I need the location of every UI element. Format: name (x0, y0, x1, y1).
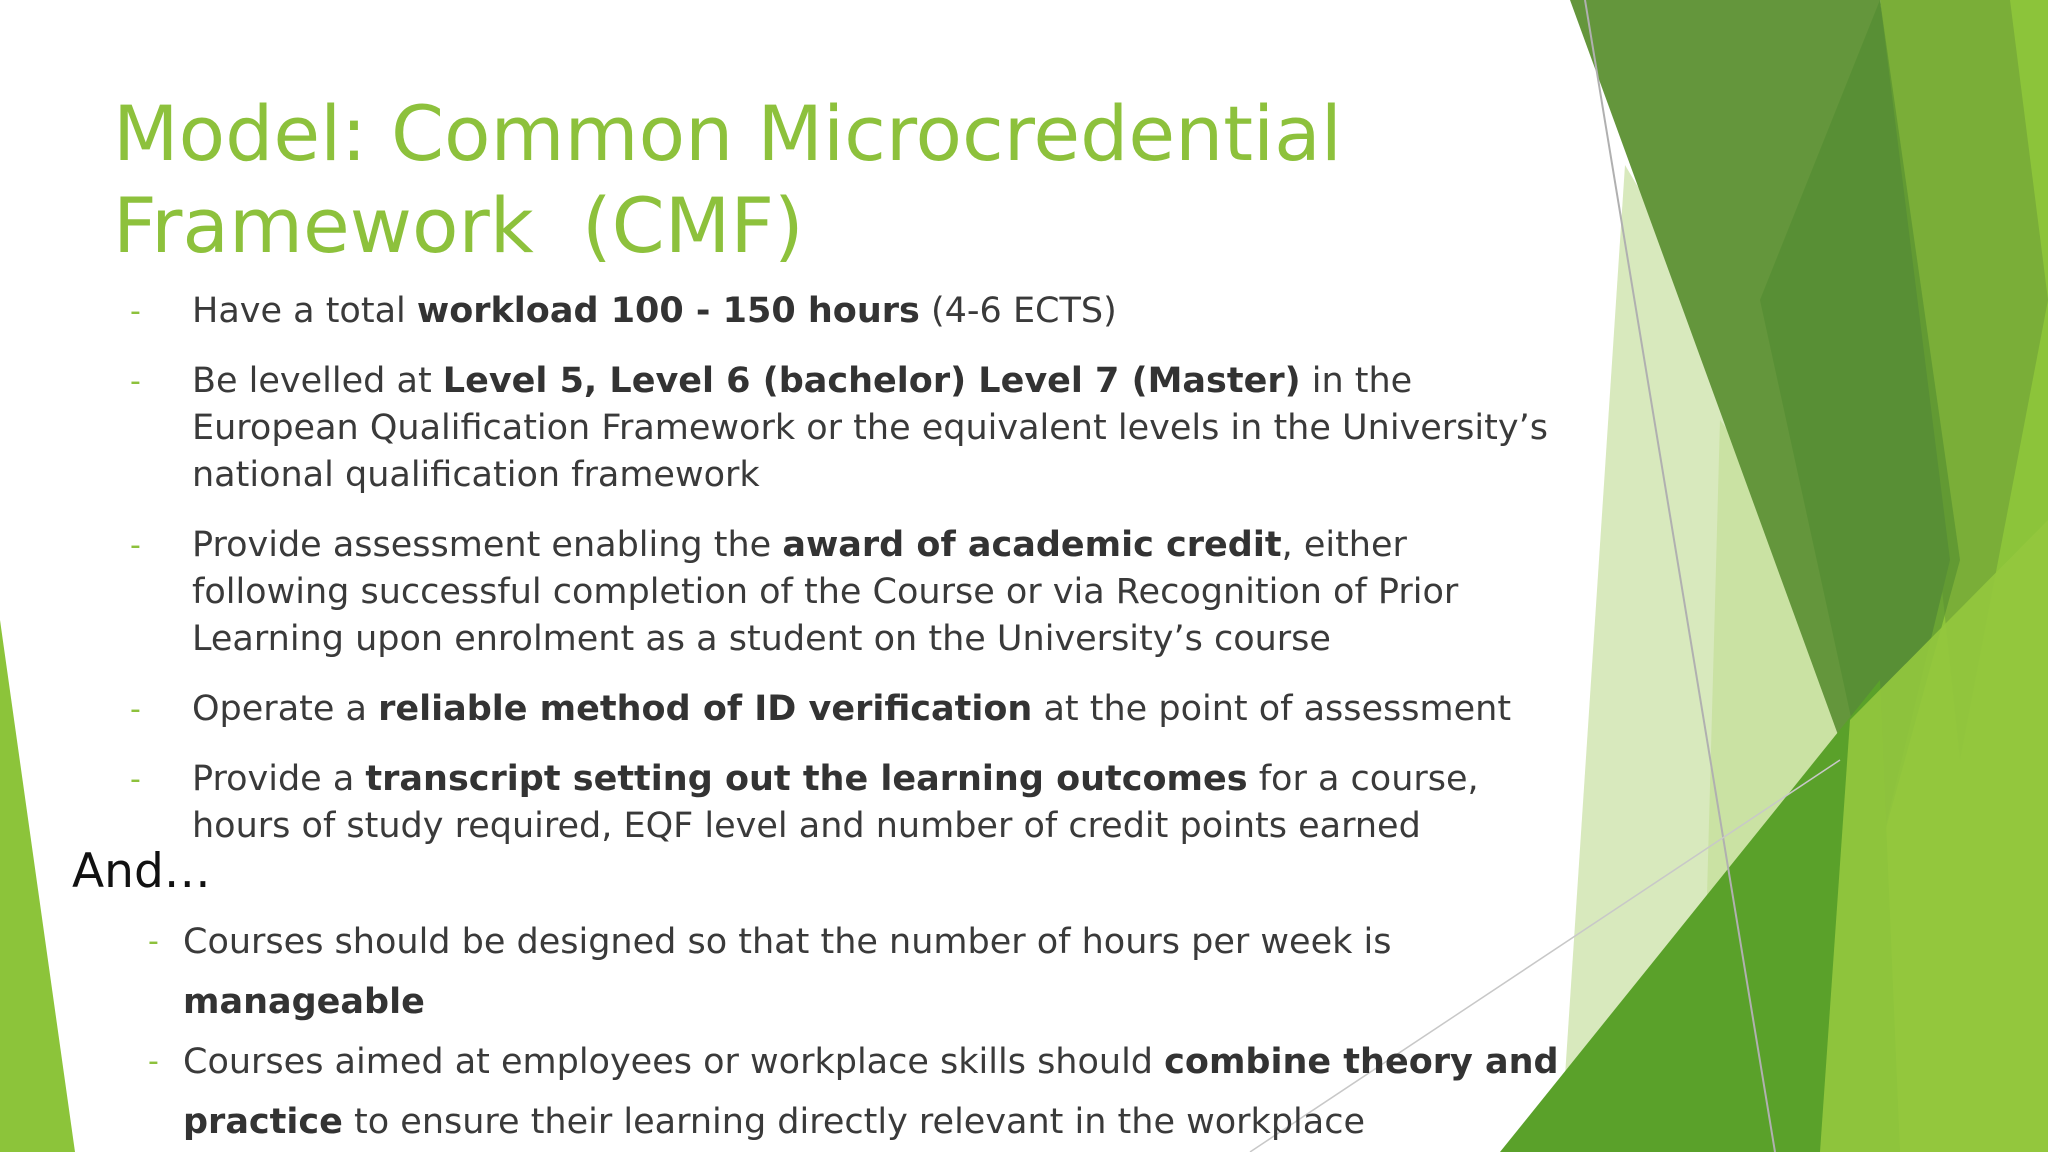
requirement-bold: reliable method of ID verification (378, 689, 1033, 729)
requirement-bold: Level 5, Level 6 (bachelor) Level 7 (Master) (442, 361, 1301, 401)
requirement-text: Provide assessment enabling the (192, 525, 783, 565)
left-green-sliver (0, 620, 75, 1152)
additional-item-manageable (148, 912, 1608, 1032)
and-heading: And… (72, 844, 211, 899)
additional-bold: manageable (183, 982, 425, 1022)
requirement-text: Operate a (192, 689, 379, 729)
requirement-bold: workload 100 - 150 hours (416, 291, 920, 331)
requirement-text: at the point of assessment (1032, 689, 1512, 729)
additional-bold: combine theory and practice (183, 1042, 1559, 1142)
bullet-dash: - (130, 294, 141, 329)
title-line-2: Framework (CMF) (113, 181, 804, 270)
additional-text: Courses aimed at employees or workplace skills should (183, 1042, 1165, 1082)
bullet-dash: - (130, 762, 141, 797)
requirement-bold: award of academic credit (782, 525, 1282, 565)
requirement-item-assessment (130, 522, 1570, 663)
requirement-item-transcript (130, 756, 1570, 850)
requirement-item-id-verification (130, 686, 1570, 733)
slide-title (113, 88, 1533, 272)
requirement-bold: transcript setting out the learning outcomes (365, 759, 1248, 799)
requirement-text: , either following successful completion of the Course or via Recognition of Prior Learning upon enrolment as a student on the University’s course (192, 525, 1459, 659)
requirement-text: Provide a (192, 759, 366, 799)
requirements-list (130, 288, 1570, 873)
requirement-text: for a course, hours of study required, EQF level and number of credit points earned (192, 759, 1479, 846)
additional-text: Courses should be designed so that the number of hours per week is (183, 922, 1392, 962)
bullet-dash: - (148, 1044, 159, 1079)
additional-text: to ensure their learning directly relevant in the workplace (342, 1102, 1365, 1142)
bullet-dash: - (130, 692, 141, 727)
bullet-dash: - (148, 924, 159, 959)
requirement-item-levels (130, 358, 1570, 499)
requirement-text: Be levelled at (192, 361, 443, 401)
additional-item-theory-practice (148, 1032, 1608, 1152)
requirement-text: (4-6 ECTS) (919, 291, 1117, 331)
additional-list (148, 912, 1608, 1152)
bullet-dash: - (130, 528, 141, 563)
title-line-1: Model: Common Microcredential (113, 89, 1342, 178)
bullet-dash: - (130, 364, 141, 399)
requirement-text: in the European Qualification Framework or the equivalent levels in the University’s national qualification framework (192, 361, 1548, 495)
requirement-text: Have a total (192, 291, 417, 331)
requirement-item-workload (130, 288, 1570, 335)
